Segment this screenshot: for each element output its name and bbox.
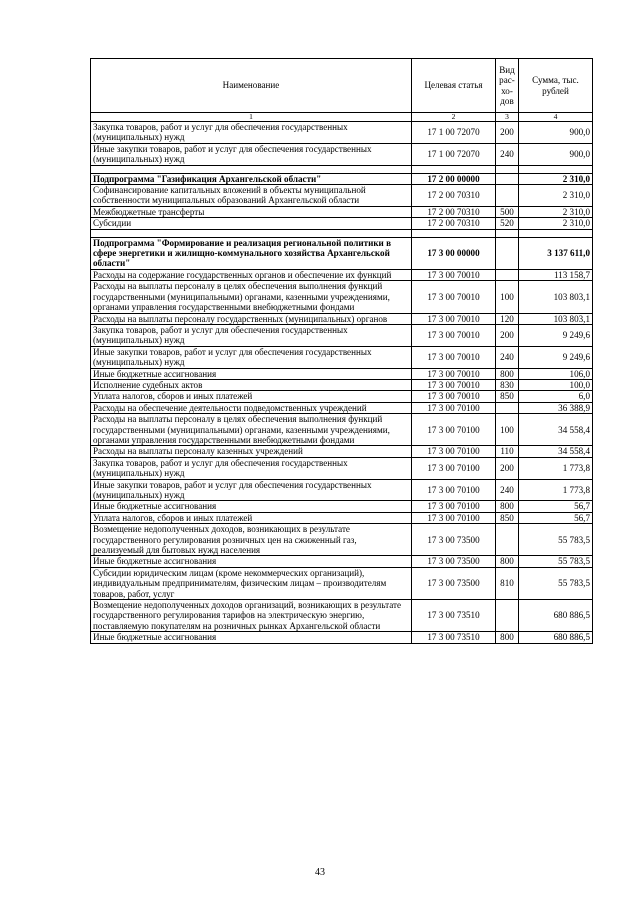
row-kind: 850 [496, 512, 519, 523]
row-target: 17 3 00 70010 [412, 346, 496, 368]
row-target: 17 3 00 70100 [412, 446, 496, 457]
row-sum: 34 558,4 [519, 446, 593, 457]
row-kind: 100 [496, 281, 519, 313]
row-kind [496, 524, 519, 556]
row-name: Иные бюджетные ассигнования [91, 368, 412, 379]
header-kind-line: рас- [499, 75, 515, 86]
row-name: Закупка товаров, работ и услуг для обеспечения государственных (муниципальных) нужд [91, 324, 412, 346]
header-target: Целевая статья [412, 59, 496, 113]
row-target: 17 2 00 70310 [412, 185, 496, 207]
spacer-cell [496, 229, 519, 237]
row-name: Уплата налогов, сборов и иных платежей [91, 512, 412, 523]
row-sum: 55 783,5 [519, 556, 593, 567]
row-target: 17 3 00 70100 [412, 457, 496, 479]
spacer-row [91, 165, 593, 173]
table-row [91, 346, 593, 368]
row-target: 17 3 00 00000 [412, 237, 496, 269]
row-name: Расходы на выплаты персоналу казенных учреждений [91, 446, 412, 457]
row-kind: 110 [496, 446, 519, 457]
row-name: Иные бюджетные ассигнования [91, 501, 412, 512]
header-kind [496, 59, 519, 113]
header-name: Наименование [91, 59, 412, 113]
row-name: Софинансирование капитальных вложений в объекты муниципальной собственности муниципальных образований Архангельской области [91, 185, 412, 207]
row-target: 17 3 00 73510 [412, 632, 496, 643]
budget-table [90, 58, 593, 644]
row-kind: 800 [496, 368, 519, 379]
row-kind [496, 269, 519, 280]
row-name: Иные закупки товаров, работ и услуг для обеспечения государственных (муниципальных) нужд [91, 479, 412, 501]
row-sum: 56,7 [519, 501, 593, 512]
row-sum: 55 783,5 [519, 524, 593, 556]
row-sum: 2 310,0 [519, 206, 593, 217]
spacer-cell [519, 229, 593, 237]
column-number-row [91, 113, 593, 122]
row-name: Уплата налогов, сборов и иных платежей [91, 391, 412, 402]
table-row [91, 556, 593, 567]
row-name: Субсидии юридическим лицам (кроме некоммерческих организаций), индивидуальным предпринимателям, физическим лицам – производителям товаров, работ, услуг [91, 567, 412, 599]
row-sum: 680 886,5 [519, 632, 593, 643]
row-sum: 56,7 [519, 512, 593, 523]
row-kind: 800 [496, 556, 519, 567]
row-target: 17 2 00 70310 [412, 218, 496, 229]
row-target: 17 3 00 73510 [412, 600, 496, 632]
table-row [91, 600, 593, 632]
row-target: 17 3 00 73500 [412, 556, 496, 567]
row-kind: 810 [496, 567, 519, 599]
row-name: Возмещение недополученных доходов организаций, возникающих в результате государственного регулирования тарифов на электрическую энергию, поставляемую покупателям на розничных рынках Архангельской области [91, 600, 412, 632]
column-number: 3 [496, 113, 519, 122]
header-kind-line: хо- [501, 85, 513, 96]
table-row [91, 143, 593, 165]
row-kind: 240 [496, 143, 519, 165]
row-kind: 100 [496, 414, 519, 446]
row-sum: 106,0 [519, 368, 593, 379]
row-name: Возмещение недополученных доходов, возникающих в результате государственного регулирования розничных цен на сжиженный газ, реализуемый для бытовых нужд населения [91, 524, 412, 556]
header-kind-line: Вид [499, 64, 515, 75]
row-kind: 200 [496, 324, 519, 346]
row-name: Расходы на выплаты персоналу государственных (муниципальных) органов [91, 313, 412, 324]
row-sum: 2 310,0 [519, 218, 593, 229]
table-row [91, 237, 593, 269]
table-row [91, 173, 593, 184]
row-sum: 3 137 611,0 [519, 237, 593, 269]
row-name: Подпрограмма "Формирование и реализация региональной политики в сфере энергетики и жилищно-коммунального хозяйства Архангельской области" [91, 237, 412, 269]
table-row [91, 512, 593, 523]
table-header-row [91, 59, 593, 113]
row-kind: 500 [496, 206, 519, 217]
spacer-cell [91, 229, 412, 237]
row-sum: 100,0 [519, 379, 593, 390]
spacer-cell [519, 165, 593, 173]
row-name: Расходы на обеспечение деятельности подведомственных учреждений [91, 402, 412, 413]
row-kind [496, 185, 519, 207]
table-row [91, 324, 593, 346]
header-kind-line: дов [500, 95, 514, 106]
row-kind: 200 [496, 122, 519, 144]
row-sum: 103 803,1 [519, 281, 593, 313]
table-row [91, 524, 593, 556]
row-kind [496, 402, 519, 413]
table-row [91, 269, 593, 280]
row-kind: 800 [496, 632, 519, 643]
row-sum: 55 783,5 [519, 567, 593, 599]
row-sum: 1 773,8 [519, 479, 593, 501]
table-row [91, 567, 593, 599]
row-target: 17 3 00 73500 [412, 524, 496, 556]
table-row [91, 122, 593, 144]
row-name: Расходы на содержание государственных органов и обеспечение их функций [91, 269, 412, 280]
table-row [91, 402, 593, 413]
row-target: 17 3 00 70010 [412, 368, 496, 379]
row-target: 17 3 00 70100 [412, 512, 496, 523]
row-kind: 830 [496, 379, 519, 390]
page-number: 43 [315, 867, 325, 878]
table-row [91, 281, 593, 313]
table-row [91, 446, 593, 457]
row-sum: 900,0 [519, 143, 593, 165]
row-kind: 850 [496, 391, 519, 402]
row-sum: 36 388,9 [519, 402, 593, 413]
row-kind: 520 [496, 218, 519, 229]
row-name: Иные бюджетные ассигнования [91, 632, 412, 643]
row-kind: 240 [496, 479, 519, 501]
row-sum: 6,0 [519, 391, 593, 402]
spacer-row [91, 229, 593, 237]
spacer-cell [412, 229, 496, 237]
row-name: Иные закупки товаров, работ и услуг для обеспечения государственных (муниципальных) нужд [91, 143, 412, 165]
row-name: Закупка товаров, работ и услуг для обеспечения государственных (муниципальных) нужд [91, 122, 412, 144]
row-name: Межбюджетные трансферты [91, 206, 412, 217]
table-row [91, 391, 593, 402]
row-name: Подпрограмма "Газификация Архангельской области" [91, 173, 412, 184]
row-target: 17 3 00 70100 [412, 402, 496, 413]
row-target: 17 3 00 70010 [412, 269, 496, 280]
row-sum: 103 803,1 [519, 313, 593, 324]
row-target: 17 3 00 70100 [412, 479, 496, 501]
row-sum: 900,0 [519, 122, 593, 144]
table-row [91, 457, 593, 479]
row-name: Субсидии [91, 218, 412, 229]
row-sum: 680 886,5 [519, 600, 593, 632]
table-row [91, 206, 593, 217]
row-name: Иные закупки товаров, работ и услуг для обеспечения государственных (муниципальных) нужд [91, 346, 412, 368]
row-target: 17 3 00 70100 [412, 414, 496, 446]
spacer-cell [91, 165, 412, 173]
row-kind [496, 600, 519, 632]
row-sum: 9 249,6 [519, 324, 593, 346]
column-number: 1 [91, 113, 412, 122]
row-name: Закупка товаров, работ и услуг для обеспечения государственных (муниципальных) нужд [91, 457, 412, 479]
row-name: Расходы на выплаты персоналу в целях обеспечения выполнения функций государственными (муниципальными) органами, казенными учреждениями, органами управления государственными внебюджетными фондами [91, 414, 412, 446]
row-target: 17 3 00 70100 [412, 501, 496, 512]
row-sum: 2 310,0 [519, 173, 593, 184]
row-target: 17 2 00 70310 [412, 206, 496, 217]
table-row [91, 218, 593, 229]
column-number: 4 [519, 113, 593, 122]
row-target: 17 1 00 72070 [412, 122, 496, 144]
table-row [91, 501, 593, 512]
row-sum: 1 773,8 [519, 457, 593, 479]
row-target: 17 3 00 70010 [412, 324, 496, 346]
table-row [91, 414, 593, 446]
spacer-cell [496, 165, 519, 173]
row-target: 17 3 00 70010 [412, 379, 496, 390]
row-name: Иные бюджетные ассигнования [91, 556, 412, 567]
table-row [91, 479, 593, 501]
row-target: 17 3 00 70010 [412, 313, 496, 324]
column-number: 2 [412, 113, 496, 122]
row-target: 17 3 00 70010 [412, 281, 496, 313]
row-kind [496, 173, 519, 184]
row-kind: 800 [496, 501, 519, 512]
row-sum: 113 158,7 [519, 269, 593, 280]
spacer-cell [412, 165, 496, 173]
table-row [91, 368, 593, 379]
row-target: 17 3 00 73500 [412, 567, 496, 599]
row-sum: 34 558,4 [519, 414, 593, 446]
row-name: Расходы на выплаты персоналу в целях обеспечения выполнения функций государственными (муниципальными) органами, казенными учреждениями, органами управления государственными внебюджетными фондами [91, 281, 412, 313]
row-kind: 240 [496, 346, 519, 368]
row-kind: 200 [496, 457, 519, 479]
table-body [91, 122, 593, 644]
table-row [91, 379, 593, 390]
row-name: Исполнение судебных актов [91, 379, 412, 390]
row-sum: 9 249,6 [519, 346, 593, 368]
row-kind: 120 [496, 313, 519, 324]
header-sum: Сумма, тыс. рублей [519, 59, 593, 113]
row-sum: 2 310,0 [519, 185, 593, 207]
table-row [91, 313, 593, 324]
row-target: 17 3 00 70010 [412, 391, 496, 402]
row-target: 17 1 00 72070 [412, 143, 496, 165]
row-target: 17 2 00 00000 [412, 173, 496, 184]
table-row [91, 632, 593, 643]
table-row [91, 185, 593, 207]
row-kind [496, 237, 519, 269]
